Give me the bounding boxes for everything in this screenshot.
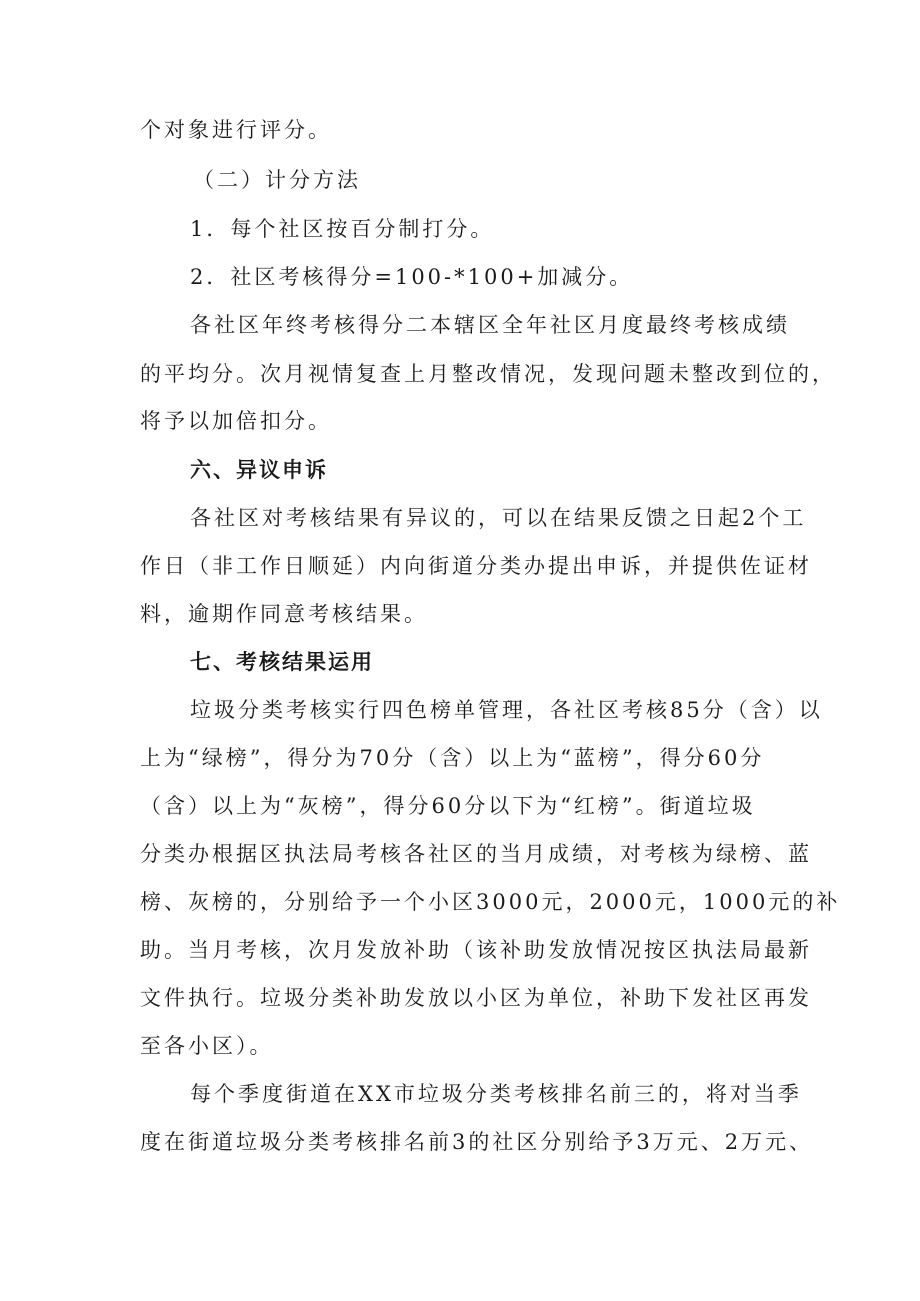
subheading-scoring-method: （二）计分方法 [193, 168, 361, 192]
text-line-10: 作日（非工作日顺延）内向街道分类办提出申诉，并提供佐证材 [140, 554, 812, 578]
text-line-20: 至各小区）。 [140, 1034, 274, 1058]
text-line-17: 榜、灰榜的，分别给予一个小区3000元，2000元，1000元的补 [140, 890, 841, 914]
text-line-16: 分类办根据区执法局考核各社区的当月成绩，对考核为绿榜、蓝 [140, 842, 812, 866]
text-line-14: 上为“绿榜”，得分为70分（含）以上为“蓝榜”，得分60分 [140, 746, 765, 770]
text-line-15: （含）以上为“灰榜”，得分60分以下为“红榜”。街道垃圾 [140, 794, 756, 818]
text-line-6: 的平均分。次月视情复查上月整改情况，发现问题未整改到位的， [140, 362, 836, 386]
text-line-13: 垃圾分类考核实行四色榜单管理，各社区考核85分（含）以 [190, 698, 823, 722]
section-heading-results-application: 七、考核结果运用 [190, 650, 374, 674]
text-line-1: 个对象进行评分。 [140, 118, 332, 142]
text-line-22: 度在街道垃圾分类考核排名前3的社区分别给予3万元、2万元、 [140, 1130, 814, 1154]
text-line-11: 料，逾期作同意考核结果。 [140, 602, 428, 626]
text-line-5: 各社区年终考核得分二本辖区全年社区月度最终考核成绩 [190, 313, 790, 337]
text-line-7: 将予以加倍扣分。 [140, 409, 332, 433]
text-line-9: 各社区对考核结果有异议的，可以在结果反馈之日起2个工 [190, 506, 807, 530]
text-line-21: 每个季度街道在XX市垃圾分类考核排名前三的，将对当季 [190, 1082, 802, 1106]
text-line-4: 2．社区考核得分=100-*100+加减分。 [190, 265, 634, 289]
section-heading-objection-appeal: 六、异议申诉 [190, 458, 328, 482]
text-line-19: 文件执行。垃圾分类补助发放以小区为单位，补助下发社区再发 [140, 986, 812, 1010]
text-line-3: 1．每个社区按百分制打分。 [190, 217, 495, 241]
text-line-18: 助。当月考核，次月发放补助（该补助发放情况按区执法局最新 [140, 938, 812, 962]
